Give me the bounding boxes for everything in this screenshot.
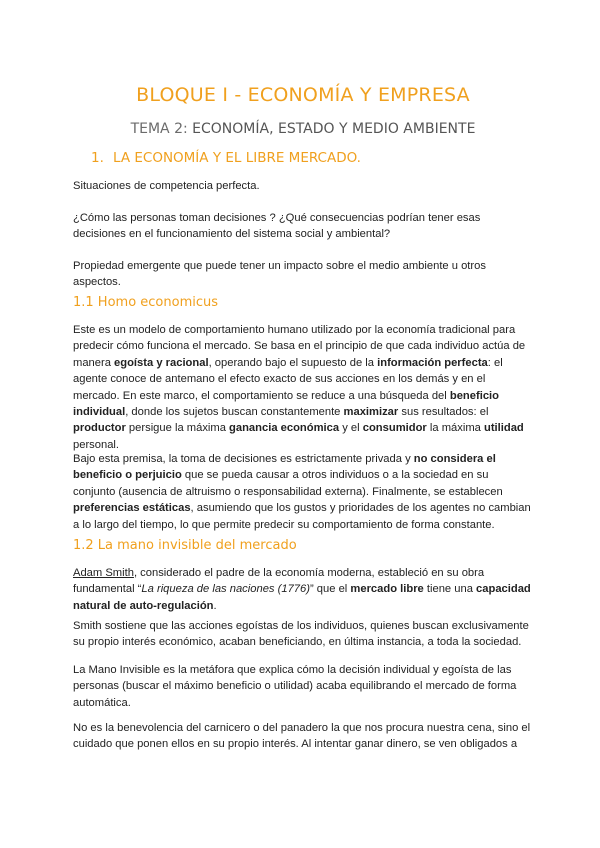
intro-paragraph-1: Situaciones de competencia perfecta.: [73, 180, 260, 192]
subtitle-prefix: TEMA 2:: [130, 121, 193, 137]
homo-economicus-paragraph-1: Este es un modelo de comportamiento humano utilizado por la economía tradicional para predecir cómo funciona el mercado. Se basa en el principio de que cada individuo actúa de manera egoísta y racional, operando bajo el supuesto de la información perfecta: el agente conoce de antemano el efecto exacto de sus acciones en los demás y en el mercado. En este marco, el comportamiento se reduce a una búsqueda del beneficio individual, donde los sujetos buscan constantemente maximizar sus resultados: el productor persigue la máxima ganancia económica y el consumidor la máxima utilidad personal.: [73, 324, 526, 451]
section-number: 1.: [91, 150, 104, 166]
intro-paragraph-2: ¿Cómo las personas toman decisiones ? ¿Qué consecuencias podrían tener esas decisiones en el funcionamiento del sistema social y ambiental?: [73, 212, 481, 241]
mano-invisible-paragraph-3: La Mano Invisible es la metáfora que explica cómo la decisión individual y egoísta de las personas (buscar el máximo beneficio o utilidad) acaba equilibrando el mercado de forma automática.: [73, 664, 517, 709]
section-heading-1: [91, 150, 361, 166]
subsection-heading-1-1: 1.1 Homo economicus: [73, 295, 219, 310]
mano-invisible-paragraph-2: Smith sostiene que las acciones egoístas de los individuos, quienes buscan exclusivamente su propio interés económico, acaban beneficiando, en última instancia, a toda la sociedad.: [73, 620, 529, 649]
intro-paragraph-3: Propiedad emergente que puede tener un impacto sobre el medio ambiente u otros aspectos.: [73, 260, 486, 289]
document-title: BLOQUE I - ECONOMÍA Y EMPRESA: [136, 84, 470, 106]
subsection-heading-1-2: 1.2 La mano invisible del mercado: [73, 538, 297, 553]
homo-economicus-paragraph-2: Bajo esta premisa, la toma de decisiones es estrictamente privada y no considera el beneficio o perjuicio que se pueda causar a otros individuos o a la sociedad en su conjunto (ausencia de altruismo o responsabilidad externa). Finalmente, se establecen preferencias estáticas, asumiendo que los gustos y prioridades de los agentes no cambian a lo largo del tiempo, lo que permite predecir su comportamiento de forma constante.: [73, 453, 531, 531]
document-subtitle: [73, 121, 533, 137]
subtitle-main: ECONOMÍA, ESTADO Y MEDIO AMBIENTE: [192, 121, 476, 137]
section-heading-text: LA ECONOMÍA Y EL LIBRE MERCADO.: [113, 150, 361, 166]
mano-invisible-paragraph-4: No es la benevolencia del carnicero o del panadero la que nos procura nuestra cena, sino el cuidado que ponen ellos en su propio interés. Al intentar ganar dinero, se ven obligados a: [73, 722, 531, 751]
mano-invisible-paragraph-1: Adam Smith, considerado el padre de la economía moderna, estableció en su obra fundamental “La riqueza de las naciones (1776)” que el mercado libre tiene una capacidad natural de auto-regulación.: [73, 567, 531, 612]
